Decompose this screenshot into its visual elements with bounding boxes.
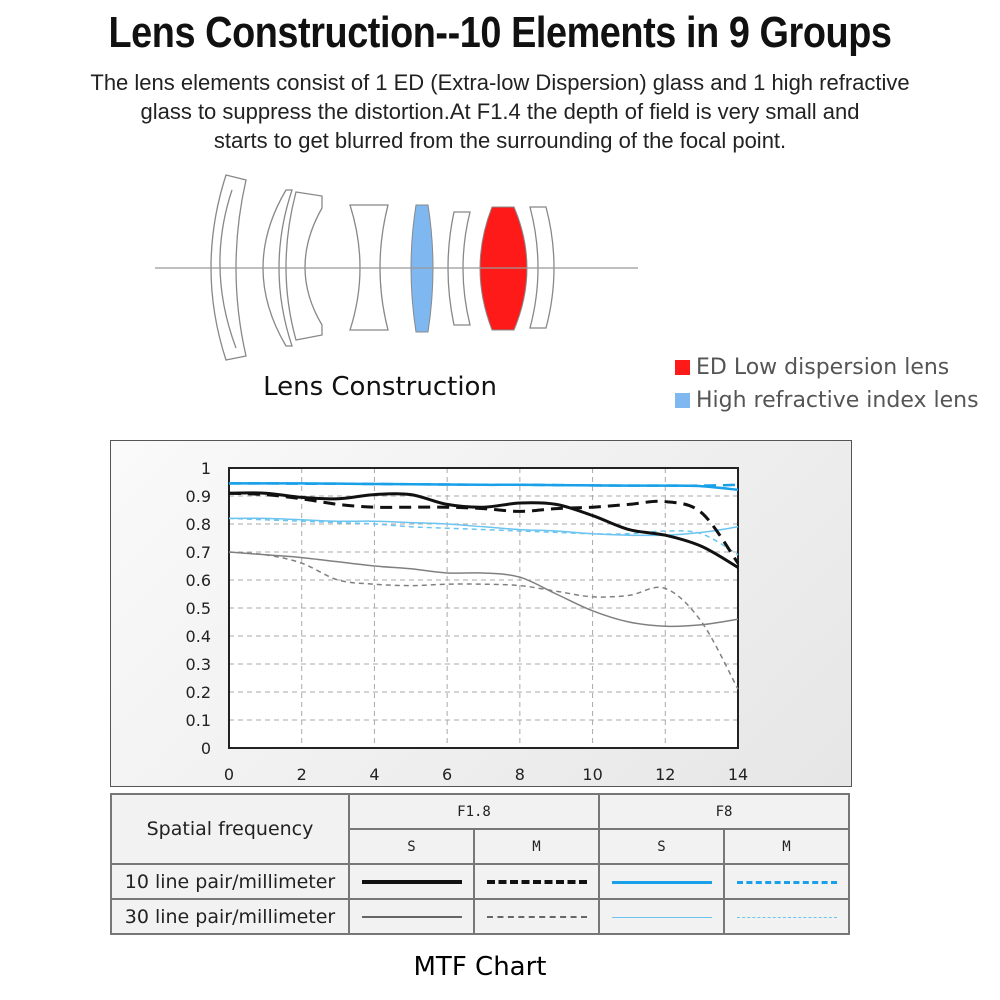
y-tick-label: 0.3 <box>185 655 211 674</box>
line-sample <box>487 916 587 918</box>
y-tick-label: 0.9 <box>185 487 211 506</box>
line-sample <box>612 917 712 918</box>
y-tick-label: 0.8 <box>185 515 211 534</box>
row-label: 30 line pair/millimeter <box>111 899 349 934</box>
line-sample <box>362 916 462 918</box>
header-orientation: M <box>724 829 849 864</box>
y-tick-label: 0.5 <box>185 599 211 618</box>
x-tick-label: 8 <box>514 765 525 784</box>
description-line: The lens elements consist of 1 ED (Extra-low Dispersion) glass and 1 high refractive <box>90 70 910 95</box>
y-tick-label: 1 <box>200 459 211 478</box>
lens-caption: Lens Construction <box>263 372 497 402</box>
x-tick-label: 6 <box>442 765 453 784</box>
y-tick-label: 0.4 <box>185 627 211 646</box>
x-tick-label: 0 <box>223 765 235 784</box>
x-tick-label: 10 <box>582 765 603 784</box>
y-tick-label: 0.1 <box>185 711 211 730</box>
line-sample <box>612 881 712 884</box>
y-tick-label: 0 <box>200 739 211 758</box>
x-tick-label: 4 <box>369 765 380 784</box>
legend-label: ED Low dispersion lens <box>696 355 950 380</box>
header-spatial-frequency: Spatial frequency <box>111 794 349 864</box>
header-aperture: F1.8 <box>349 794 599 829</box>
description-line: starts to get blurred from the surrounding of the focal point. <box>213 128 787 153</box>
header-orientation: M <box>474 829 599 864</box>
line-sample <box>737 881 837 884</box>
x-tick-label: 2 <box>296 765 307 784</box>
y-tick-label: 0.7 <box>185 543 211 562</box>
y-tick-label: 0.6 <box>185 571 211 590</box>
line-sample <box>737 917 837 918</box>
row-label: 10 line pair/millimeter <box>111 864 349 899</box>
x-tick-label: 14 <box>727 765 749 784</box>
line-sample <box>487 880 587 884</box>
line-sample <box>362 880 462 884</box>
header-aperture: F8 <box>599 794 849 829</box>
description-line: glass to suppress the distortion.At F1.4 the depth of field is very small and <box>140 99 860 124</box>
mtf-legend-table <box>110 793 850 935</box>
page-title: Lens Construction--10 Elements in 9 Groups <box>108 8 892 57</box>
y-tick-label: 0.2 <box>185 683 211 702</box>
header-orientation: S <box>599 829 724 864</box>
x-tick-label: 12 <box>655 765 676 784</box>
header-orientation: S <box>349 829 474 864</box>
legend-label: High refractive index lens <box>696 388 979 413</box>
mtf-caption: MTF Chart <box>413 952 547 982</box>
